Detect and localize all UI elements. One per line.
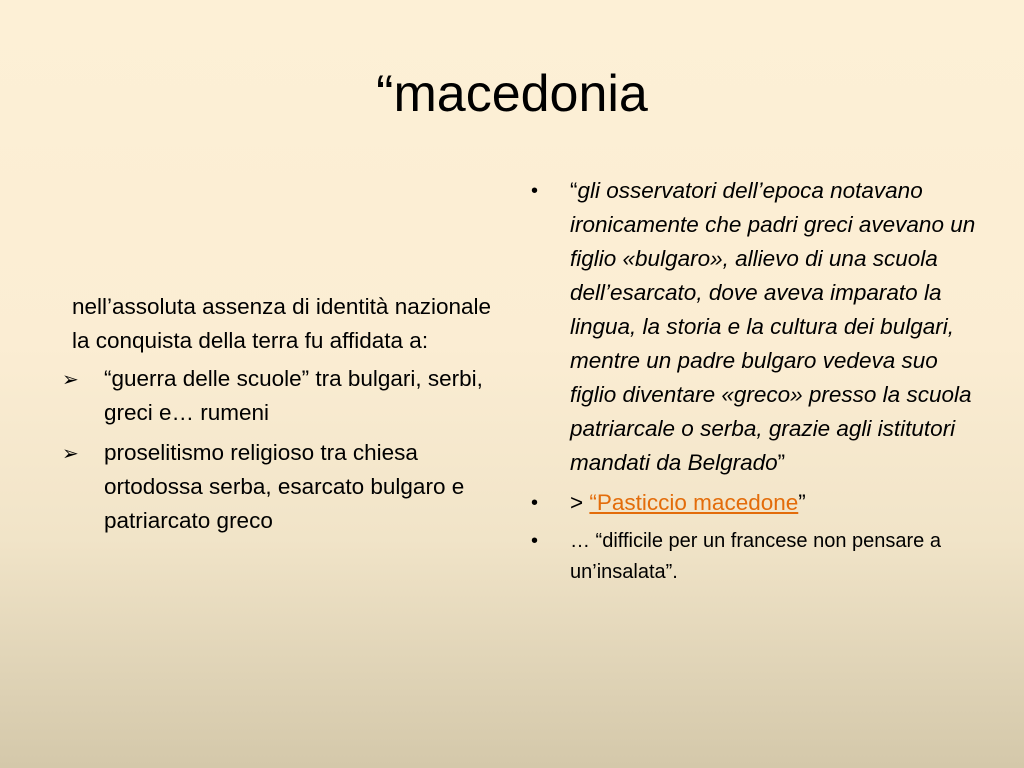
bullet-dot-icon: • [531,180,539,202]
right-bullet-list [527,174,977,588]
left-content [62,290,492,544]
list-item-text: … “difficile per un francese non pensare a un’insalata”. [570,530,941,583]
link-item [527,486,977,520]
list-item [62,362,492,430]
arrow-bullet-icon: ➢ [62,441,79,465]
bullet-dot-icon: • [531,492,539,514]
link-suffix: ” [798,490,806,515]
quote-item [527,174,977,480]
link-prefix: > [570,490,590,515]
list-item-text: “guerra delle scuole” tra bulgari, serbi, greci e… rumeni [104,366,483,425]
list-item [62,436,492,538]
bullet-dot-icon: • [531,530,539,552]
intro-text: nell’assoluta assenza di identità nazionale la conquista della terra fu affidata a: [72,294,492,353]
list-item-text: proselitismo religioso tra chiesa ortodossa serba, esarcato bulgaro e patriarcato greco [104,440,465,533]
quote-close-mark: ” [777,450,786,475]
left-bullet-list [62,362,492,538]
quote-open-mark: “ [570,178,578,203]
quote-text: gli osservatori dell’epoca notavano ironicamente che padri greci avevano un figlio «bulgaro», allievo di una scuola dell’esarcato, dove aveva imparato la lingua, la storia e la cultura dei bulgari, mentre un padre bulgaro vedeva suo figlio diventare «greco» presso la scuola patriarcale o serba, grazie agli istitutori mandati da Belgrado [570,178,976,475]
pasticcio-macedone-link[interactable]: “Pasticcio macedone [589,490,799,515]
arrow-bullet-icon: ➢ [62,367,79,391]
slide-title: “macedonia [376,65,648,123]
list-item [527,526,977,588]
right-content [527,174,977,594]
